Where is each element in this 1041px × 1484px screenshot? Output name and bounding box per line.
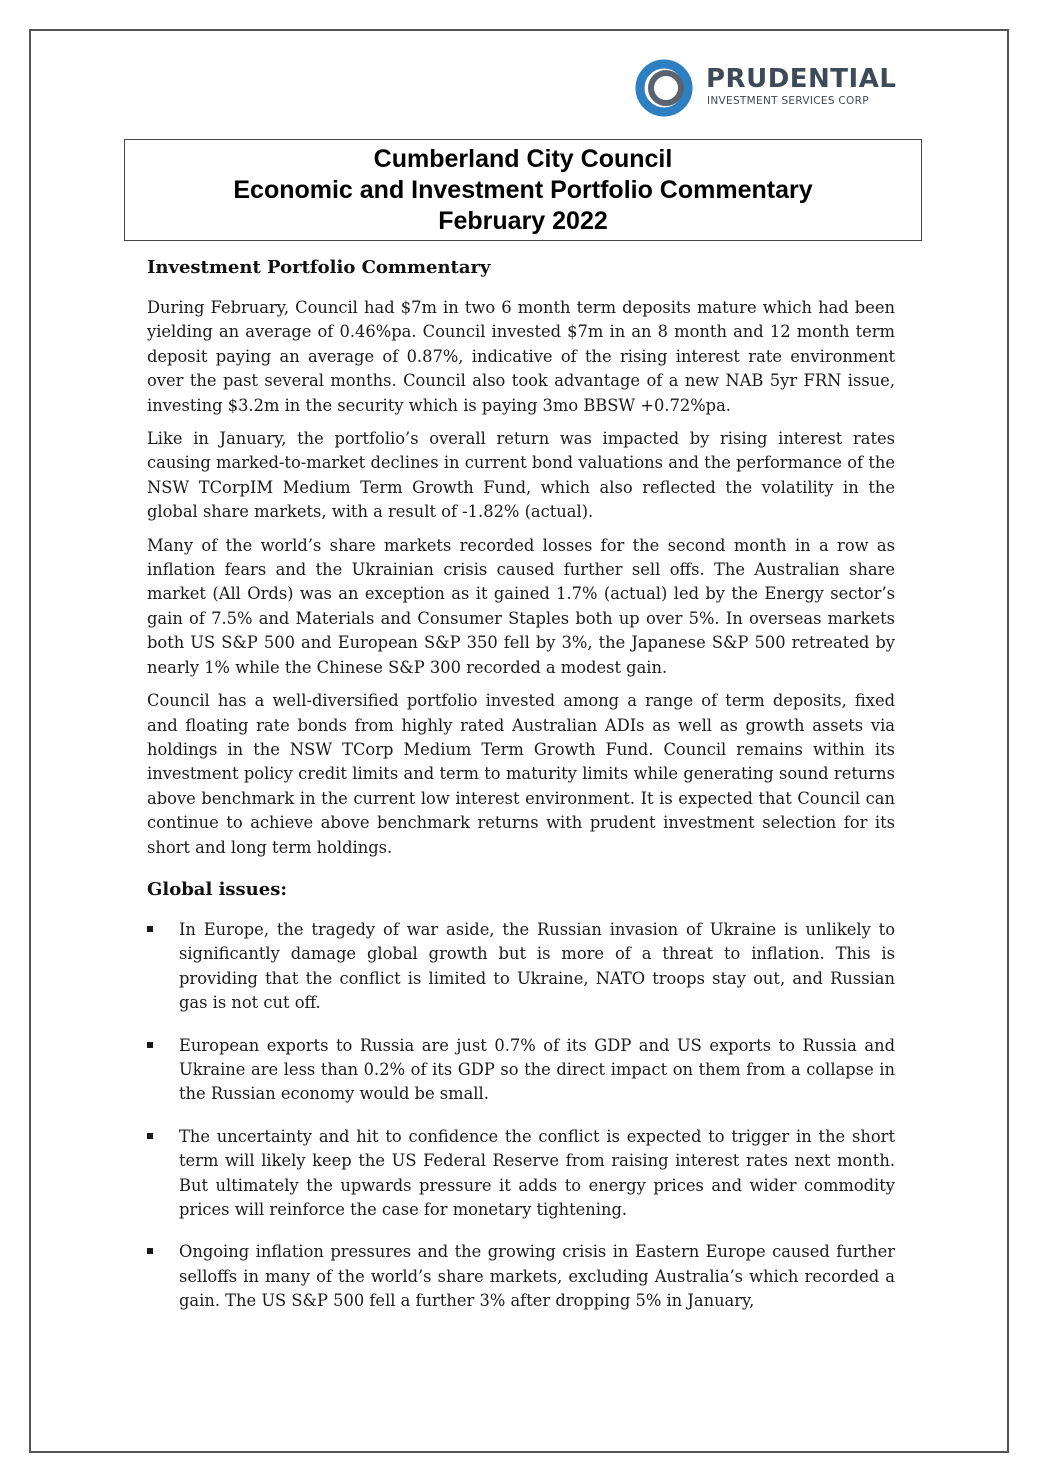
paragraph: Like in January, the portfolio’s overall return was impacted by rising interest rates causing marked-to-market declines in current bond valuations and the performance of the NSW TCorpIM Medium Term Growth Fund, which also reflected the volatility in the global share markets, with a result of -1.82% (actual).: [147, 429, 895, 522]
paragraph: Council has a well-diversified portfolio invested among a range of term deposits, fixed and floating rate bonds from highly rated Australian ADIs as well as growth assets via holdings in the NSW TCorp Medium Term Growth Fund. Council remains within its investment policy credit limits and term to maturity limits while generating sound returns above benchmark in the current low interest environment. It is expected that Council can continue to achieve above benchmark returns with prudent investment selection for its short and long term holdings.: [147, 691, 895, 857]
title-line-council: Cumberland City Council: [373, 145, 673, 173]
square-bullet-icon: [147, 1248, 153, 1254]
paragraph: During February, Council had $7m in two 6 month term deposits mature which had been yielding an average of 0.46%pa. Council invested $7m in an 8 month and 12 month term deposit paying an average of 0.87%, indicative of the rising interest rate environment over the past several months. Council also took advantage of a new NAB 5yr FRN issue, investing $3.2m in the security which is paying 3mo BBSW +0.72%pa.: [147, 298, 895, 415]
square-bullet-icon: [147, 926, 153, 932]
list-item-text: European exports to Russia are just 0.7% of its GDP and US exports to Russia and Ukraine are less than 0.2% of its GDP so the direct impact on them from a collapse in the Russian economy would be small.: [179, 1035, 895, 1104]
document-body: [147, 254, 895, 1332]
list-item: [147, 1034, 895, 1107]
document-title-box: [124, 139, 922, 241]
list-item-text: Ongoing inflation pressures and the growing crisis in Eastern Europe caused further selloffs in many of the world’s share markets, excluding Australia’s which recorded a gain. The US S&P 500 fell a further 3% after dropping 5% in January,: [179, 1242, 895, 1311]
list-item-text: The uncertainty and hit to confidence the conflict is expected to trigger in the short term will likely keep the US Federal Reserve from raising interest rates next month. But ultimately the upwards pressure it adds to energy prices and wider commodity prices will reinforce the case for monetary tightening.: [179, 1126, 895, 1219]
list-item: [147, 1125, 895, 1223]
square-bullet-icon: [147, 1133, 153, 1139]
prudential-ring-icon: [634, 58, 694, 118]
section-heading-commentary: Investment Portfolio Commentary: [147, 257, 491, 278]
list-item-text: In Europe, the tragedy of war aside, the Russian invasion of Ukraine is unlikely to significantly damage global growth but is more of a threat to inflation. This is providing that the conflict is limited to Ukraine, NATO troops stay out, and Russian gas is not cut off.: [179, 919, 895, 1013]
list-item: [147, 1240, 895, 1313]
company-logo: [634, 58, 897, 118]
square-bullet-icon: [147, 1042, 153, 1048]
logo-name: PRUDENTIAL: [706, 64, 897, 94]
paragraph: Many of the world’s share markets recorded losses for the second month in a row as inflation fears and the Ukrainian crisis caused further sell offs. The Australian share market (All Ords) was an exception as it gained 1.7% (actual) led by the Energy sector’s gain of 7.5% and Materials and Consumer Staples both up over 5%. In overseas markets both US S&P 500 and European S&P 350 fell by 3%, the Japanese S&P 500 retreated by nearly 1% while the Chinese S&P 300 recorded a modest gain.: [147, 535, 895, 677]
section-heading-global: Global issues:: [147, 878, 287, 900]
title-line-date: February 2022: [438, 207, 608, 235]
logo-tagline: INVESTMENT SERVICES CORP: [707, 95, 869, 107]
title-line-report: Economic and Investment Portfolio Commentary: [233, 176, 813, 204]
list-item: [147, 918, 895, 1016]
global-issues-list: [147, 918, 895, 1314]
